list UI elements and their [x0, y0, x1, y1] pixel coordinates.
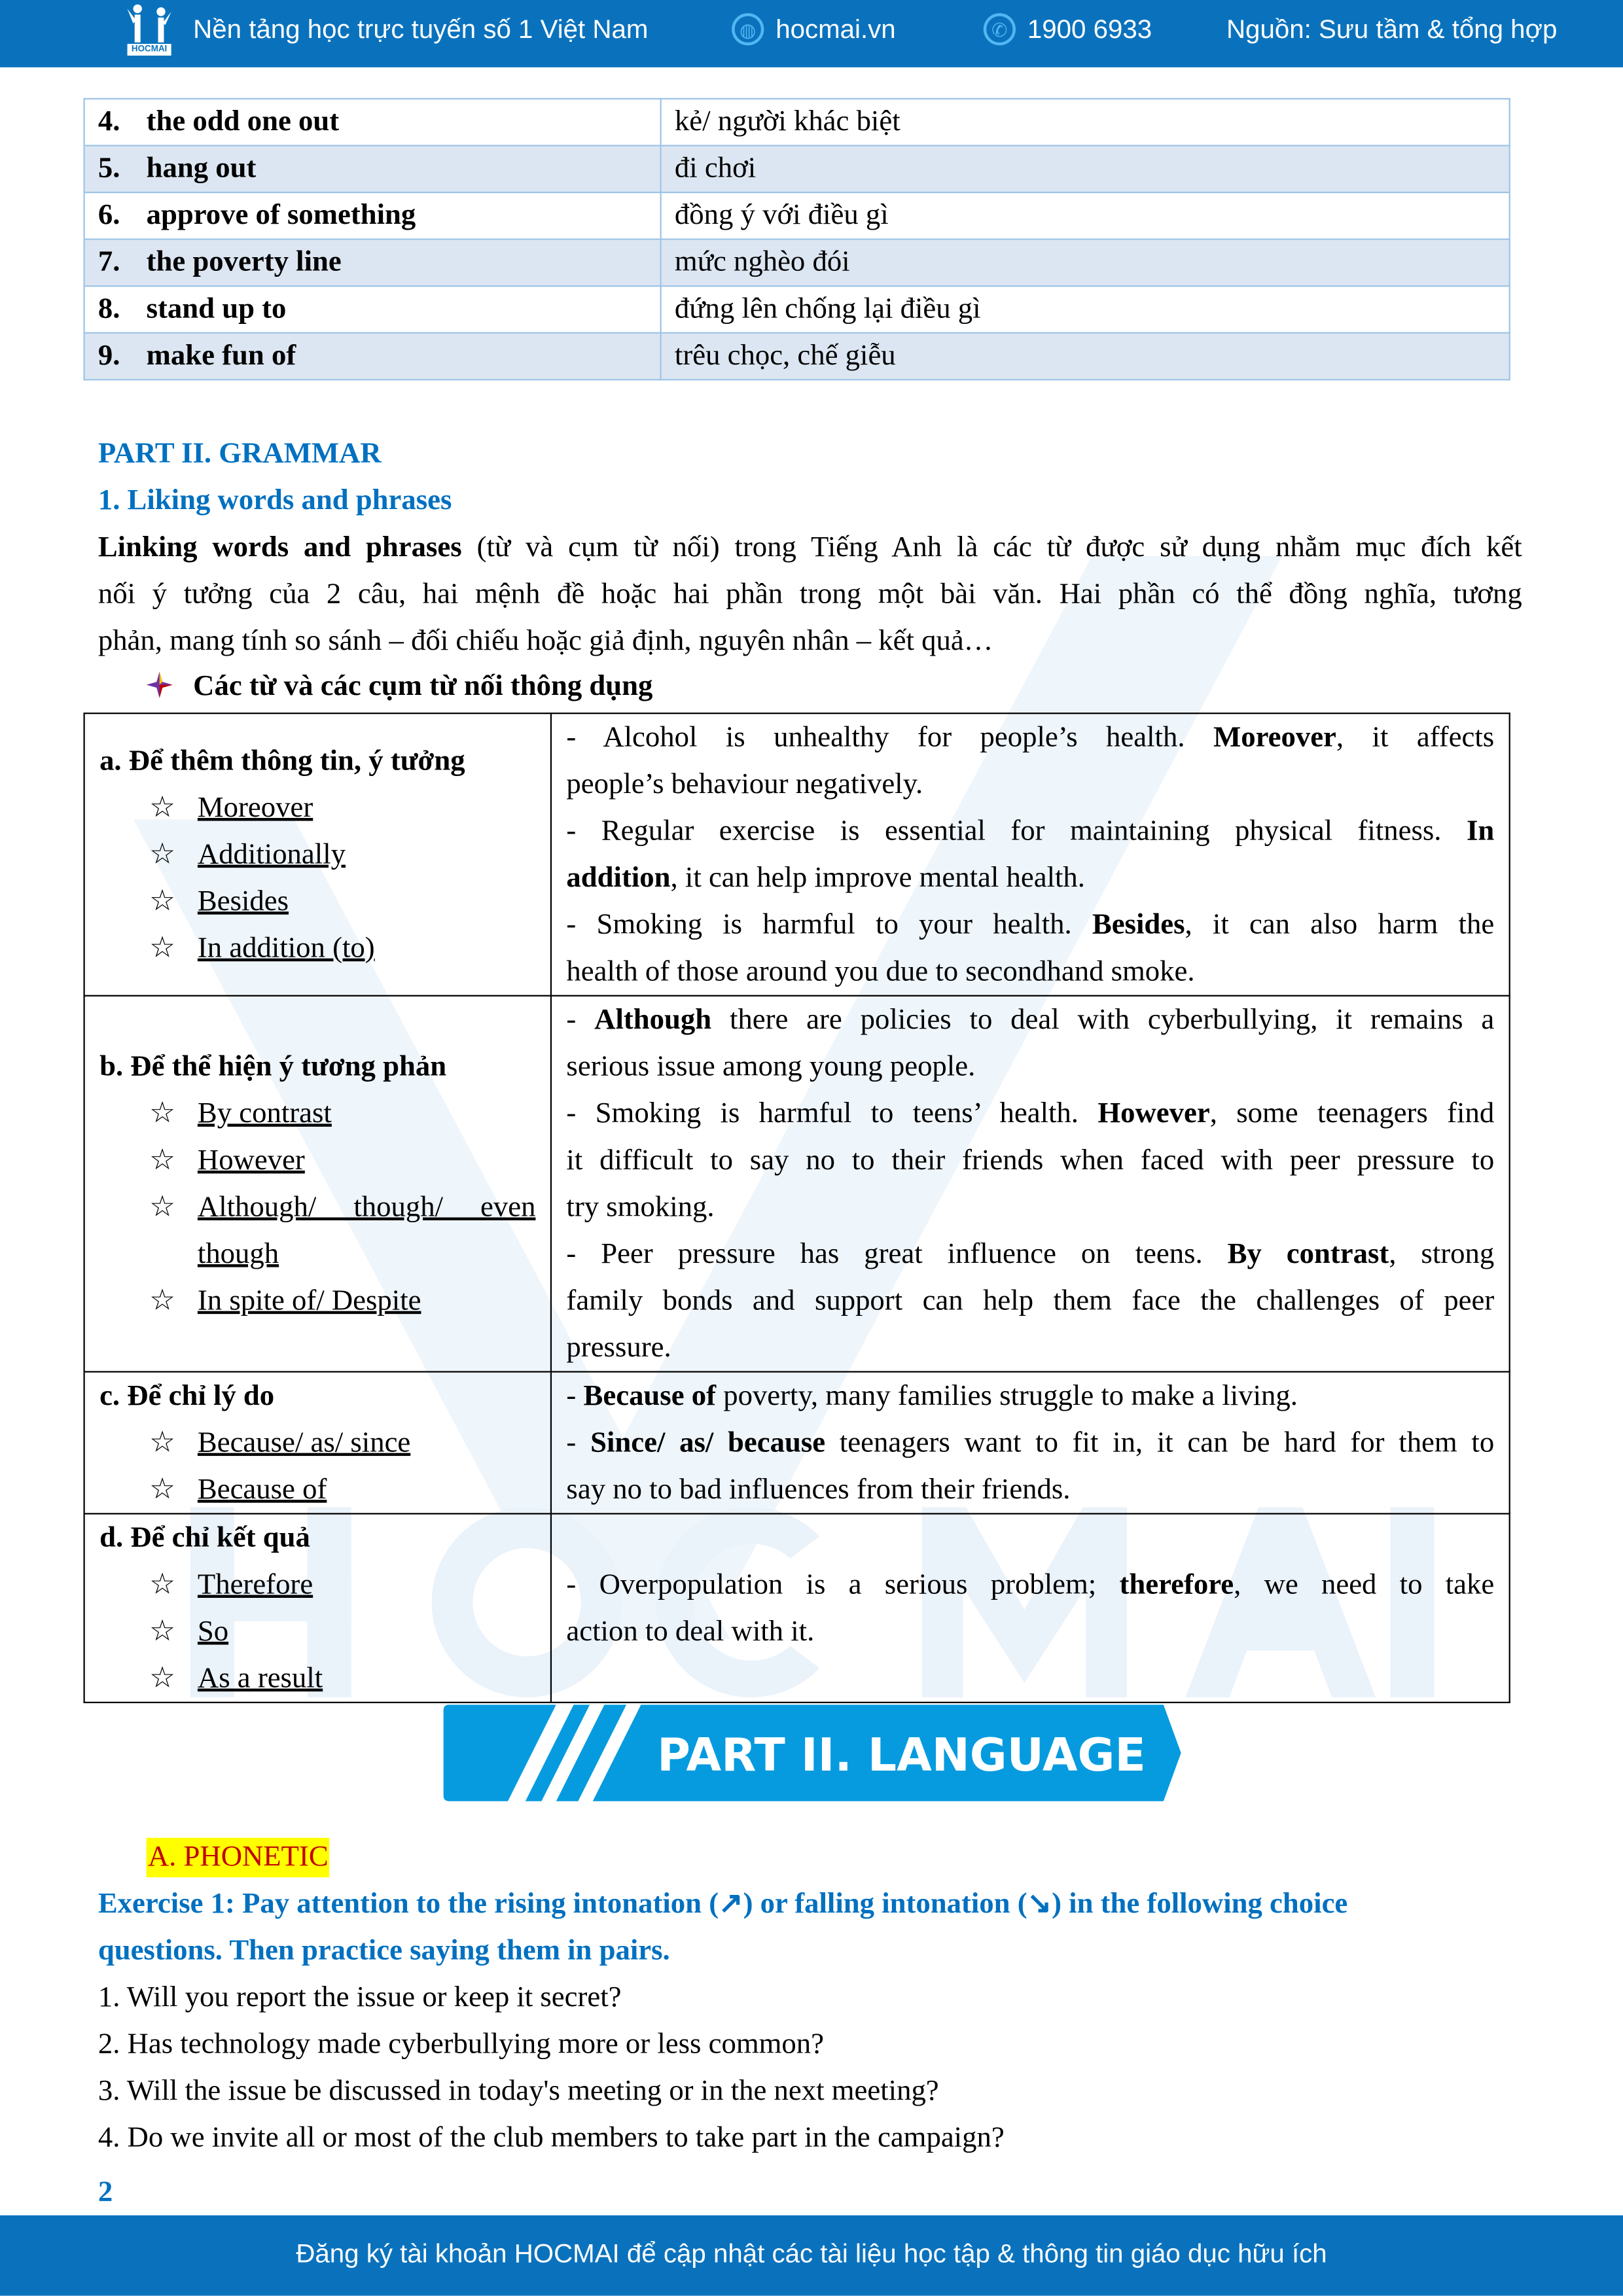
linking-words-table	[83, 713, 1510, 1703]
example-text: health of those around you due to secondhand smoke.	[566, 955, 1195, 988]
example-text: - Alcohol is unhealthy for people’s health.	[566, 721, 1213, 754]
question-item: 3. Will the issue be discussed in today's meeting or in the next meeting?	[98, 2075, 939, 2108]
question-item: 2. Has technology made cyberbullying more or less common?	[98, 2028, 825, 2060]
intro-bold: Linking words and phrases	[98, 531, 462, 563]
star-icon: ☆	[149, 838, 176, 871]
star-icon: ☆	[149, 932, 176, 964]
example-text: pressure.	[566, 1331, 671, 1364]
example-text: -	[566, 1426, 591, 1459]
linking-word: As a result	[197, 1662, 323, 1695]
header-source: Nguồn: Sưu tầm & tổng hợp	[1226, 14, 1558, 44]
linking-word-item	[99, 1277, 535, 1324]
table-row	[84, 146, 1510, 193]
example-line	[566, 1137, 1494, 1184]
vocab-term-cell	[84, 239, 661, 287]
linking-word-bold: Since/ as/ because	[590, 1426, 826, 1459]
example-text: -	[566, 1004, 595, 1036]
star-icon: ☆	[149, 1144, 176, 1176]
star-icon: ☆	[149, 1662, 176, 1695]
linking-word-item	[99, 831, 535, 878]
linking-word-item	[99, 1561, 535, 1608]
vocab-term-cell	[84, 286, 661, 333]
linking-word: Additionally	[197, 838, 346, 871]
table-row	[84, 192, 1510, 239]
example-line	[566, 1608, 1494, 1655]
linking-word-item	[99, 1608, 535, 1655]
example-line	[566, 1561, 1494, 1608]
phone-icon: ✆	[984, 13, 1016, 45]
example-line	[566, 948, 1494, 995]
vocab-term: approve of something	[146, 199, 416, 232]
linking-word-bold: However	[1097, 1097, 1210, 1130]
logo-text: HOCMAI	[127, 44, 171, 56]
row-number: 4.	[98, 105, 120, 138]
vocab-meaning-cell: kẻ/ người khác biệt	[661, 99, 1510, 146]
question-item: 1. Will you report the issue or keep it secret?	[98, 1981, 622, 2014]
example-line	[566, 714, 1494, 761]
row-number: 7.	[98, 245, 120, 278]
star-icon: ☆	[149, 1191, 176, 1224]
examples-cell	[551, 996, 1510, 1372]
example-line	[566, 1324, 1494, 1371]
example-line	[566, 997, 1494, 1044]
linking-word: Because/ as/ since	[197, 1426, 411, 1459]
star-icon: ☆	[149, 1568, 176, 1601]
header-tagline: Nền tảng học trực tuyến số 1 Việt Nam	[193, 14, 649, 44]
vocab-term-cell	[84, 146, 661, 193]
table-row	[84, 713, 1510, 996]
bullet-heading-text: Các từ và các cụm từ nối thông dụng	[193, 670, 653, 703]
question-item: 4. Do we invite all or most of the club members to take part in the campaign?	[98, 2121, 1005, 2154]
vocab-term: the odd one out	[146, 105, 340, 138]
vocab-table	[83, 98, 1510, 381]
example-text: there are policies to deal with cyberbullying, it remains a	[711, 1004, 1495, 1036]
banner-title: PART II. LANGUAGE	[657, 1729, 1146, 1782]
examples-cell	[551, 1513, 1510, 1702]
vocab-term: hang out	[146, 152, 257, 185]
category-heading: d. Để chỉ kết quả	[99, 1521, 310, 1554]
linking-word: Because of	[197, 1473, 327, 1506]
star-icon: ☆	[149, 1284, 176, 1317]
table-row	[84, 286, 1510, 333]
linking-word-item	[99, 1090, 535, 1137]
example-text: family bonds and support can help them face the challenges of peer	[566, 1284, 1495, 1317]
vocab-meaning-cell: trêu chọc, chế giễu	[661, 333, 1510, 380]
section-title: 1. Liking words and phrases	[98, 484, 452, 517]
globe-icon: ◍	[732, 13, 764, 45]
example-text: , we need to take	[1234, 1568, 1495, 1601]
linking-word: Therefore	[197, 1568, 313, 1601]
linking-word-item	[99, 785, 535, 832]
example-text: it difficult to say no to their friends when faced with peer pressure to	[566, 1144, 1495, 1176]
example-line	[566, 761, 1494, 808]
table-row	[84, 1513, 1510, 1702]
star-icon: ☆	[149, 1473, 176, 1506]
linking-word-bold: Because of	[583, 1379, 717, 1412]
example-text: say no to bad influences from their friends.	[566, 1473, 1071, 1506]
star-icon: ☆	[149, 885, 176, 918]
row-number: 9.	[98, 339, 120, 372]
linking-word-item	[99, 925, 535, 972]
category-cell	[84, 1513, 551, 1702]
example-text: , some teenagers find	[1209, 1097, 1495, 1130]
table-row	[84, 996, 1510, 1372]
star-icon: ☆	[149, 1426, 176, 1459]
exercise-line: Exercise 1: Pay attention to the rising intonation (↗) or falling intonation (↘) in the following choice	[98, 1887, 1348, 1920]
row-number: 8.	[98, 292, 120, 325]
linking-word-item	[99, 1184, 535, 1277]
linking-word-item	[99, 1655, 535, 1702]
vocab-meaning-cell: mức nghèo đói	[661, 239, 1510, 287]
category-cell	[84, 713, 551, 996]
example-text: -	[566, 1379, 584, 1412]
example-line	[566, 1043, 1494, 1090]
category-heading: b. Để thể hiện ý tương phản	[99, 1050, 447, 1083]
star-icon: ☆	[149, 791, 176, 824]
example-line	[566, 1277, 1494, 1324]
row-number: 5.	[98, 152, 120, 185]
linking-word-bold: Although	[594, 1004, 712, 1036]
linking-word: Besides	[197, 885, 289, 918]
vocab-term-cell	[84, 99, 661, 146]
category-cell	[84, 1371, 551, 1513]
linking-word: Moreover	[197, 791, 313, 824]
website-text[interactable]: hocmai.vn	[776, 14, 896, 44]
example-text: - Regular exercise is essential for maintaining physical fitness.	[566, 815, 1467, 847]
example-line	[566, 1373, 1494, 1420]
linking-word-item	[99, 878, 535, 925]
phonetic-title: A. PHONETIC	[147, 1838, 330, 1877]
example-line	[566, 855, 1494, 902]
linking-word: In spite of/ Despite	[197, 1284, 421, 1317]
question-list	[98, 1974, 1005, 2161]
example-text: poverty, many families struggle to make a living.	[716, 1379, 1298, 1412]
example-line	[566, 902, 1494, 949]
category-heading: a. Để thêm thông tin, ý tưởng	[99, 745, 465, 777]
bullet-heading	[147, 663, 653, 710]
intro-line: Linking words and phrases (từ và cụm từ nối) trong Tiếng Anh là các từ được sử dụng nhằm mục đích kết	[98, 531, 1522, 563]
part-title: PART II. GRAMMAR	[98, 437, 382, 470]
linking-word: However	[197, 1144, 305, 1176]
example-text: - Smoking is harmful to your health.	[566, 908, 1092, 941]
example-text: people’s behaviour negatively.	[566, 768, 923, 801]
intro-line: nối ý tưởng của 2 câu, hai mệnh đề hoặc hai phần trong một bài văn. Hai phần có thể đồng nghĩa, tương	[98, 578, 1522, 610]
vocab-meaning-cell: đứng lên chống lại điều gì	[661, 286, 1510, 333]
example-line	[566, 1419, 1494, 1466]
example-line	[566, 1090, 1494, 1137]
category-cell	[84, 996, 551, 1372]
category-heading: c. Để chỉ lý do	[99, 1379, 275, 1412]
examples-cell	[551, 1371, 1510, 1513]
linking-word-bold: Besides	[1092, 908, 1185, 941]
table-row	[84, 239, 1510, 287]
star-icon: ☆	[149, 1615, 176, 1648]
vocab-meaning-cell: đi chơi	[661, 146, 1510, 193]
vocab-meaning-cell: đồng ý với điều gì	[661, 192, 1510, 239]
vocab-term: stand up to	[146, 292, 287, 325]
intro-line: phản, mang tính so sánh – đối chiếu hoặc giả định, nguyên nhân – kết quả…	[98, 624, 993, 658]
linking-word: In addition (to)	[197, 932, 375, 964]
vocab-term-cell	[84, 192, 661, 239]
example-text: , it affects	[1336, 721, 1495, 754]
example-line	[566, 1184, 1494, 1231]
vocab-term: make fun of	[146, 339, 296, 372]
intro-paragraph	[98, 524, 1522, 665]
example-text: , it can help improve mental health.	[670, 862, 1085, 894]
linking-word-item	[99, 1419, 535, 1466]
example-text: try smoking.	[566, 1191, 715, 1224]
vocab-term: the poverty line	[146, 245, 342, 278]
linking-word-item	[99, 1466, 535, 1513]
star-icon: ☆	[149, 1097, 176, 1130]
exercise-instruction	[98, 1881, 1347, 1974]
linking-word-bold: addition	[566, 862, 671, 894]
row-number: 6.	[98, 199, 120, 232]
example-text: serious issue among young people.	[566, 1050, 976, 1083]
example-text: , it can also harm the	[1185, 908, 1495, 941]
examples-cell	[551, 713, 1510, 996]
linking-word-item	[99, 1137, 535, 1184]
example-text: action to deal with it.	[566, 1615, 815, 1648]
example-text: - Peer pressure has great influence on teens.	[566, 1237, 1228, 1271]
table-row	[84, 333, 1510, 380]
example-line	[566, 1231, 1494, 1278]
linking-word-bold: By contrast	[1227, 1237, 1389, 1271]
example-text: teenagers want to fit in, it can be hard for them to	[825, 1426, 1495, 1459]
example-text: - Overpopulation is a serious problem;	[566, 1568, 1120, 1601]
vocab-term-cell	[84, 333, 661, 380]
example-text: , strong	[1389, 1237, 1495, 1271]
footer-text: Đăng ký tài khoản HOCMAI để cập nhật các tài liệu học tập & thông tin giáo dục hữu ích	[296, 2238, 1327, 2269]
table-row	[84, 99, 1510, 146]
linking-word: So	[197, 1615, 229, 1648]
linking-word: By contrast	[197, 1097, 332, 1130]
page-number: 2	[98, 2176, 113, 2208]
table-row	[84, 1371, 1510, 1513]
linking-word-bold: therefore	[1119, 1568, 1234, 1601]
linking-word-bold: Moreover	[1213, 721, 1336, 754]
example-line	[566, 807, 1494, 855]
phone-text: 1900 6933	[1027, 14, 1152, 44]
example-text: - Smoking is harmful to teens’ health.	[566, 1097, 1098, 1130]
linking-word-bold: In	[1466, 815, 1495, 847]
bullet-diamond-icon	[147, 671, 173, 698]
example-line	[566, 1466, 1494, 1513]
linking-word: Although/ though/ even though	[197, 1191, 536, 1271]
exercise-line: questions. Then practice saying them in pairs.	[98, 1934, 670, 1967]
